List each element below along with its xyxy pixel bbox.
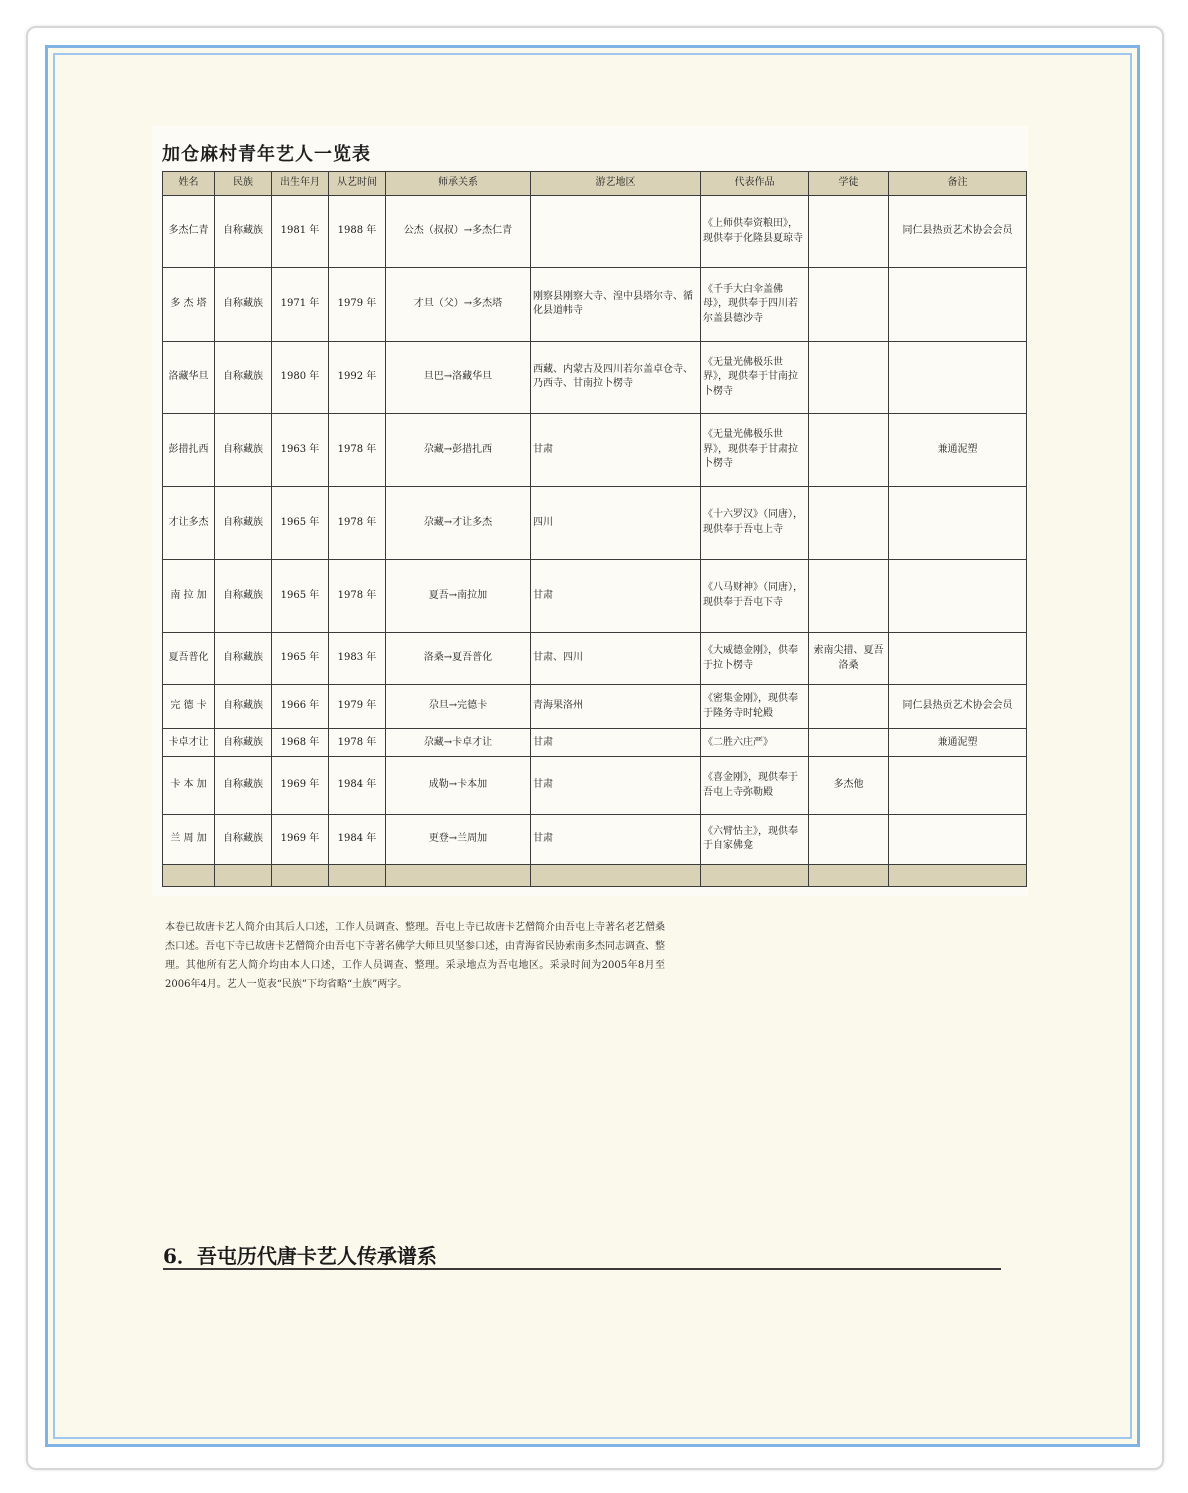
cell-start: 1984 年 xyxy=(329,757,386,814)
cell-apprentices: 索南尖措、夏吾洛桑 xyxy=(809,632,889,684)
cell-regions: 甘肃 xyxy=(531,757,701,814)
cell-works: 《上师供奉资粮田》，现供奉于化隆县夏琼寺 xyxy=(701,196,809,268)
cell-birth: 1971 年 xyxy=(272,268,329,341)
cell-apprentices xyxy=(809,685,889,729)
cell-name: 洛藏华旦 xyxy=(163,341,215,413)
cell-works: 《六臂怙主》，现供奉于自家佛龛 xyxy=(701,814,809,864)
cell-start: 1978 年 xyxy=(329,559,386,632)
cell-name: 卡 本 加 xyxy=(163,757,215,814)
col-header-works: 代表作品 xyxy=(701,172,809,196)
cell-ethnicity: 自称藏族 xyxy=(215,685,272,729)
cell-start: 1979 年 xyxy=(329,268,386,341)
cell-works: 《大威德金刚》，供奉于拉卜楞寺 xyxy=(701,632,809,684)
table-footer-row xyxy=(163,865,1027,887)
cell-apprentices: 多杰他 xyxy=(809,757,889,814)
cell-works: 《二胜六庄严》 xyxy=(701,729,809,757)
cell-start: 1978 年 xyxy=(329,413,386,486)
col-header-ethnicity: 民族 xyxy=(215,172,272,196)
cell-lineage: 尕旦→完德卡 xyxy=(386,685,531,729)
cell-remarks xyxy=(889,632,1027,684)
cell-regions xyxy=(531,196,701,268)
cell-works: 《千手大白伞盖佛母》，现供奉于四川若尔盖县德沙寺 xyxy=(701,268,809,341)
cell-birth: 1965 年 xyxy=(272,559,329,632)
cell-ethnicity: 自称藏族 xyxy=(215,268,272,341)
table-row xyxy=(163,487,1027,559)
cell-ethnicity: 自称藏族 xyxy=(215,814,272,864)
cell-apprentices xyxy=(809,559,889,632)
cell-lineage: 洛桑→夏吾普化 xyxy=(386,632,531,684)
cell-works: 《密集金刚》，现供奉于隆务寺时轮殿 xyxy=(701,685,809,729)
cell-lineage: 夏吾→南拉加 xyxy=(386,559,531,632)
cell-lineage: 公杰（叔叔）→多杰仁青 xyxy=(386,196,531,268)
cell-start: 1992 年 xyxy=(329,341,386,413)
cell-apprentices xyxy=(809,196,889,268)
cell-start: 1978 年 xyxy=(329,729,386,757)
cell-apprentices xyxy=(809,341,889,413)
cell-remarks xyxy=(889,341,1027,413)
cell-name: 南 拉 加 xyxy=(163,559,215,632)
table-row xyxy=(163,196,1027,268)
cell-name: 彭措扎西 xyxy=(163,413,215,486)
cell-remarks: 兼通泥塑 xyxy=(889,413,1027,486)
cell-lineage: 旦巴→洛藏华旦 xyxy=(386,341,531,413)
cell-remarks xyxy=(889,559,1027,632)
cell-works: 《无量光佛极乐世界》，现供奉于甘肃拉卜楞寺 xyxy=(701,413,809,486)
cell-name: 夏吾普化 xyxy=(163,632,215,684)
cell-birth: 1968 年 xyxy=(272,729,329,757)
cell-name: 兰 周 加 xyxy=(163,814,215,864)
col-header-regions: 游艺地区 xyxy=(531,172,701,196)
cell-regions: 西藏、内蒙古及四川若尔盖卓仓寺、乃西寺、甘南拉卜楞寺 xyxy=(531,341,701,413)
cell-regions: 四川 xyxy=(531,487,701,559)
table-row xyxy=(163,632,1027,684)
col-header-apprentices: 学徒 xyxy=(809,172,889,196)
col-header-birth: 出生年月 xyxy=(272,172,329,196)
cell-ethnicity: 自称藏族 xyxy=(215,487,272,559)
cell-birth: 1965 年 xyxy=(272,632,329,684)
table-row xyxy=(163,729,1027,757)
cell-birth: 1966 年 xyxy=(272,685,329,729)
section-heading: 6．吾屯历代唐卡艺人传承谱系 xyxy=(163,1240,1001,1270)
cell-regions: 甘肃 xyxy=(531,559,701,632)
cell-birth: 1980 年 xyxy=(272,341,329,413)
col-header-name: 姓名 xyxy=(163,172,215,196)
cell-ethnicity: 自称藏族 xyxy=(215,341,272,413)
cell-start: 1988 年 xyxy=(329,196,386,268)
cell-birth: 1965 年 xyxy=(272,487,329,559)
cell-ethnicity: 自称藏族 xyxy=(215,196,272,268)
cell-start: 1978 年 xyxy=(329,487,386,559)
table-title: 加仓麻村青年艺人一览表 xyxy=(162,144,371,165)
col-header-lineage: 师承关系 xyxy=(386,172,531,196)
cell-regions: 刚察县刚察大寺、湟中县塔尔寺、循化县道帏寺 xyxy=(531,268,701,341)
table-row xyxy=(163,268,1027,341)
cell-name: 多 杰 塔 xyxy=(163,268,215,341)
cell-name: 完 德 卡 xyxy=(163,685,215,729)
cell-birth: 1981 年 xyxy=(272,196,329,268)
cell-lineage: 尕藏→彭措扎西 xyxy=(386,413,531,486)
cell-lineage: 成勒→卡本加 xyxy=(386,757,531,814)
source-note: 本卷已故唐卡艺人简介由其后人口述，工作人员调查、整理。吾屯上寺已故唐卡艺僧简介由吾屯上寺著名老艺僧桑杰口述。吾屯下寺已故唐卡艺僧简介由吾屯下寺著名佛学大师旦贝坚参口述，由青海省民协索南多杰同志调查、整理。其他所有艺人简介均由本人口述，工作人员调查、整理。采录地点为吾屯地区。采录时间为2005年8月至2006年4月。艺人一览表“民族”下均省略“土族”两字。 xyxy=(165,922,665,990)
cell-ethnicity: 自称藏族 xyxy=(215,729,272,757)
cell-ethnicity: 自称藏族 xyxy=(215,559,272,632)
cell-birth: 1969 年 xyxy=(272,757,329,814)
cell-regions: 青海果洛州 xyxy=(531,685,701,729)
cell-apprentices xyxy=(809,487,889,559)
cell-works: 《无量光佛极乐世界》，现供奉于甘南拉卜楞寺 xyxy=(701,341,809,413)
cell-remarks: 同仁县热贡艺术协会会员 xyxy=(889,685,1027,729)
table-row xyxy=(163,685,1027,729)
cell-regions: 甘肃 xyxy=(531,814,701,864)
cell-birth: 1963 年 xyxy=(272,413,329,486)
table-row xyxy=(163,757,1027,814)
cell-regions: 甘肃 xyxy=(531,413,701,486)
cell-apprentices xyxy=(809,268,889,341)
cell-start: 1983 年 xyxy=(329,632,386,684)
cell-apprentices xyxy=(809,729,889,757)
cell-ethnicity: 自称藏族 xyxy=(215,632,272,684)
cell-remarks xyxy=(889,814,1027,864)
cell-regions: 甘肃 xyxy=(531,729,701,757)
cell-name: 卡卓才让 xyxy=(163,729,215,757)
cell-remarks xyxy=(889,268,1027,341)
cell-works: 《十六罗汉》（同唐），现供奉于吾屯上寺 xyxy=(701,487,809,559)
cell-lineage: 尕藏→才让多杰 xyxy=(386,487,531,559)
cell-start: 1984 年 xyxy=(329,814,386,864)
table-header-row xyxy=(163,172,1027,196)
cell-remarks xyxy=(889,487,1027,559)
cell-lineage: 尕藏→卡卓才让 xyxy=(386,729,531,757)
cell-lineage: 更登→兰周加 xyxy=(386,814,531,864)
cell-name: 才让多杰 xyxy=(163,487,215,559)
table-row xyxy=(163,413,1027,486)
cell-remarks: 兼通泥塑 xyxy=(889,729,1027,757)
cell-apprentices xyxy=(809,814,889,864)
cell-works: 《八马财神》（同唐），现供奉于吾屯下寺 xyxy=(701,559,809,632)
cell-works: 《喜金刚》，现供奉于吾屯上寺弥勒殿 xyxy=(701,757,809,814)
cell-start: 1979 年 xyxy=(329,685,386,729)
cell-remarks: 同仁县热贡艺术协会会员 xyxy=(889,196,1027,268)
artist-table xyxy=(162,171,1027,887)
cell-ethnicity: 自称藏族 xyxy=(215,413,272,486)
col-header-start: 从艺时间 xyxy=(329,172,386,196)
col-header-remarks: 备注 xyxy=(889,172,1027,196)
table-row xyxy=(163,559,1027,632)
cell-ethnicity: 自称藏族 xyxy=(215,757,272,814)
cell-regions: 甘肃、四川 xyxy=(531,632,701,684)
cell-birth: 1969 年 xyxy=(272,814,329,864)
table-row xyxy=(163,341,1027,413)
cell-lineage: 才旦（父）→多杰塔 xyxy=(386,268,531,341)
cell-apprentices xyxy=(809,413,889,486)
cell-remarks xyxy=(889,757,1027,814)
table-row xyxy=(163,814,1027,864)
cell-name: 多杰仁青 xyxy=(163,196,215,268)
